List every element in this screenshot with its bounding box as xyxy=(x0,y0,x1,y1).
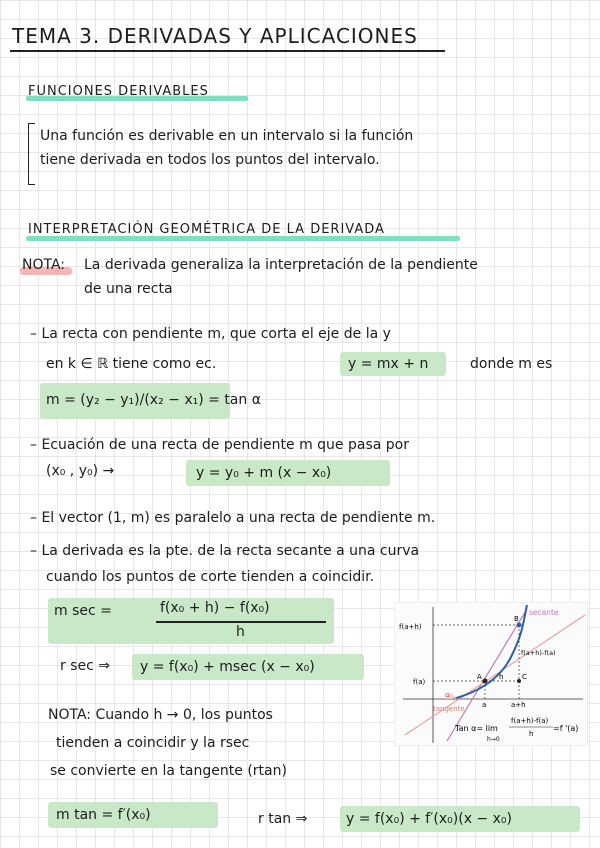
nota-text: NOTA: Cuando h → 0, los puntos xyxy=(48,707,273,723)
tangent-line xyxy=(405,615,585,735)
point-b xyxy=(517,623,522,628)
label-alpha: α xyxy=(445,691,450,699)
msec-label: m sec = xyxy=(54,603,112,619)
section-heading-derivables: FUNCIONES DERIVABLES xyxy=(28,84,209,99)
formula-right: =f '(a) xyxy=(553,724,579,733)
bullet-text: en k ∈ ℝ tiene como ec. xyxy=(46,356,217,372)
point-slope-equation: y = y₀ + m (x − x₀) xyxy=(196,465,332,481)
fraction-bar xyxy=(156,621,326,623)
title-underline xyxy=(10,50,445,52)
rtan-equation: y = f(x₀) + f′(x₀)(x − x₀) xyxy=(346,811,512,827)
nota-label: NOTA: xyxy=(22,257,66,273)
label-ah-axis: a+h xyxy=(511,701,526,709)
page-title: TEMA 3. DERIVADAS Y APLICACIONES xyxy=(12,24,418,48)
formula-num: f(a+h)-f(a) xyxy=(511,717,549,725)
mtan-formula: m tan = f′(x₀) xyxy=(56,807,151,823)
bullet-text: cuando los puntos de corte tienden a coincidir. xyxy=(46,569,375,585)
label-secante: secante xyxy=(529,608,559,617)
line-equation: y = mx + n xyxy=(348,356,429,372)
msec-denominator: h xyxy=(236,624,245,640)
bullet-text: – La recta con pendiente m, que corta el eje de la y xyxy=(30,326,391,342)
formula-left: Tan α= lim xyxy=(455,724,498,733)
figure-svg xyxy=(395,603,587,745)
label-h: h xyxy=(499,673,504,681)
nota-text: de una recta xyxy=(84,281,173,297)
secant-tangent-figure xyxy=(394,602,588,746)
section-heading-interpretacion: INTERPRETACIÓN GEOMÉTRICA DE LA DERIVADA xyxy=(28,222,385,237)
bullet-text: – El vector (1, m) es paralelo a una recta de pendiente m. xyxy=(30,510,436,526)
bullet-text: donde m es xyxy=(470,356,553,372)
bullet-text: – Ecuación de una recta de pendiente m que pasa por xyxy=(30,437,409,453)
label-a-axis: a xyxy=(482,701,487,709)
formula-den: h xyxy=(529,730,534,738)
bullet-text: – La derivada es la pte. de la recta secante a una curva xyxy=(30,543,420,559)
label-fah: f(a+h) xyxy=(399,623,422,631)
nota-text: La derivada generaliza la interpretación de la pendiente xyxy=(84,257,478,273)
nota-text: se convierte en la tangente (rtan) xyxy=(50,763,287,779)
point-a xyxy=(483,679,488,684)
definition-line: Una función es derivable en un intervalo si la función xyxy=(40,128,414,144)
rsec-equation: y = f(x₀) + msec (x − x₀) xyxy=(140,659,315,675)
label-tangente: tangente xyxy=(433,705,465,713)
label-b: B xyxy=(514,615,519,623)
label-fa: f(a) xyxy=(413,678,426,686)
definition-bracket xyxy=(28,123,35,185)
point-c xyxy=(517,679,521,683)
slope-formula: m = (y₂ − y₁)/(x₂ − x₁) = tan α xyxy=(46,392,261,408)
definition-line: tiene derivada en todos los puntos del intervalo. xyxy=(40,152,380,168)
rsec-label: r sec ⇒ xyxy=(60,658,110,674)
rtan-label: r tan ⇒ xyxy=(258,811,308,827)
label-c: C xyxy=(522,673,527,681)
formula-lim: h→0 xyxy=(487,736,500,743)
nota-text: tienden a coincidir y la rsec xyxy=(56,735,250,751)
label-a-point: A xyxy=(477,673,482,681)
point-text: (x₀ , y₀) → xyxy=(46,463,115,479)
msec-numerator: f(x₀ + h) − f(x₀) xyxy=(160,600,270,616)
label-diff: f(a+h)-f(a) xyxy=(521,649,556,657)
